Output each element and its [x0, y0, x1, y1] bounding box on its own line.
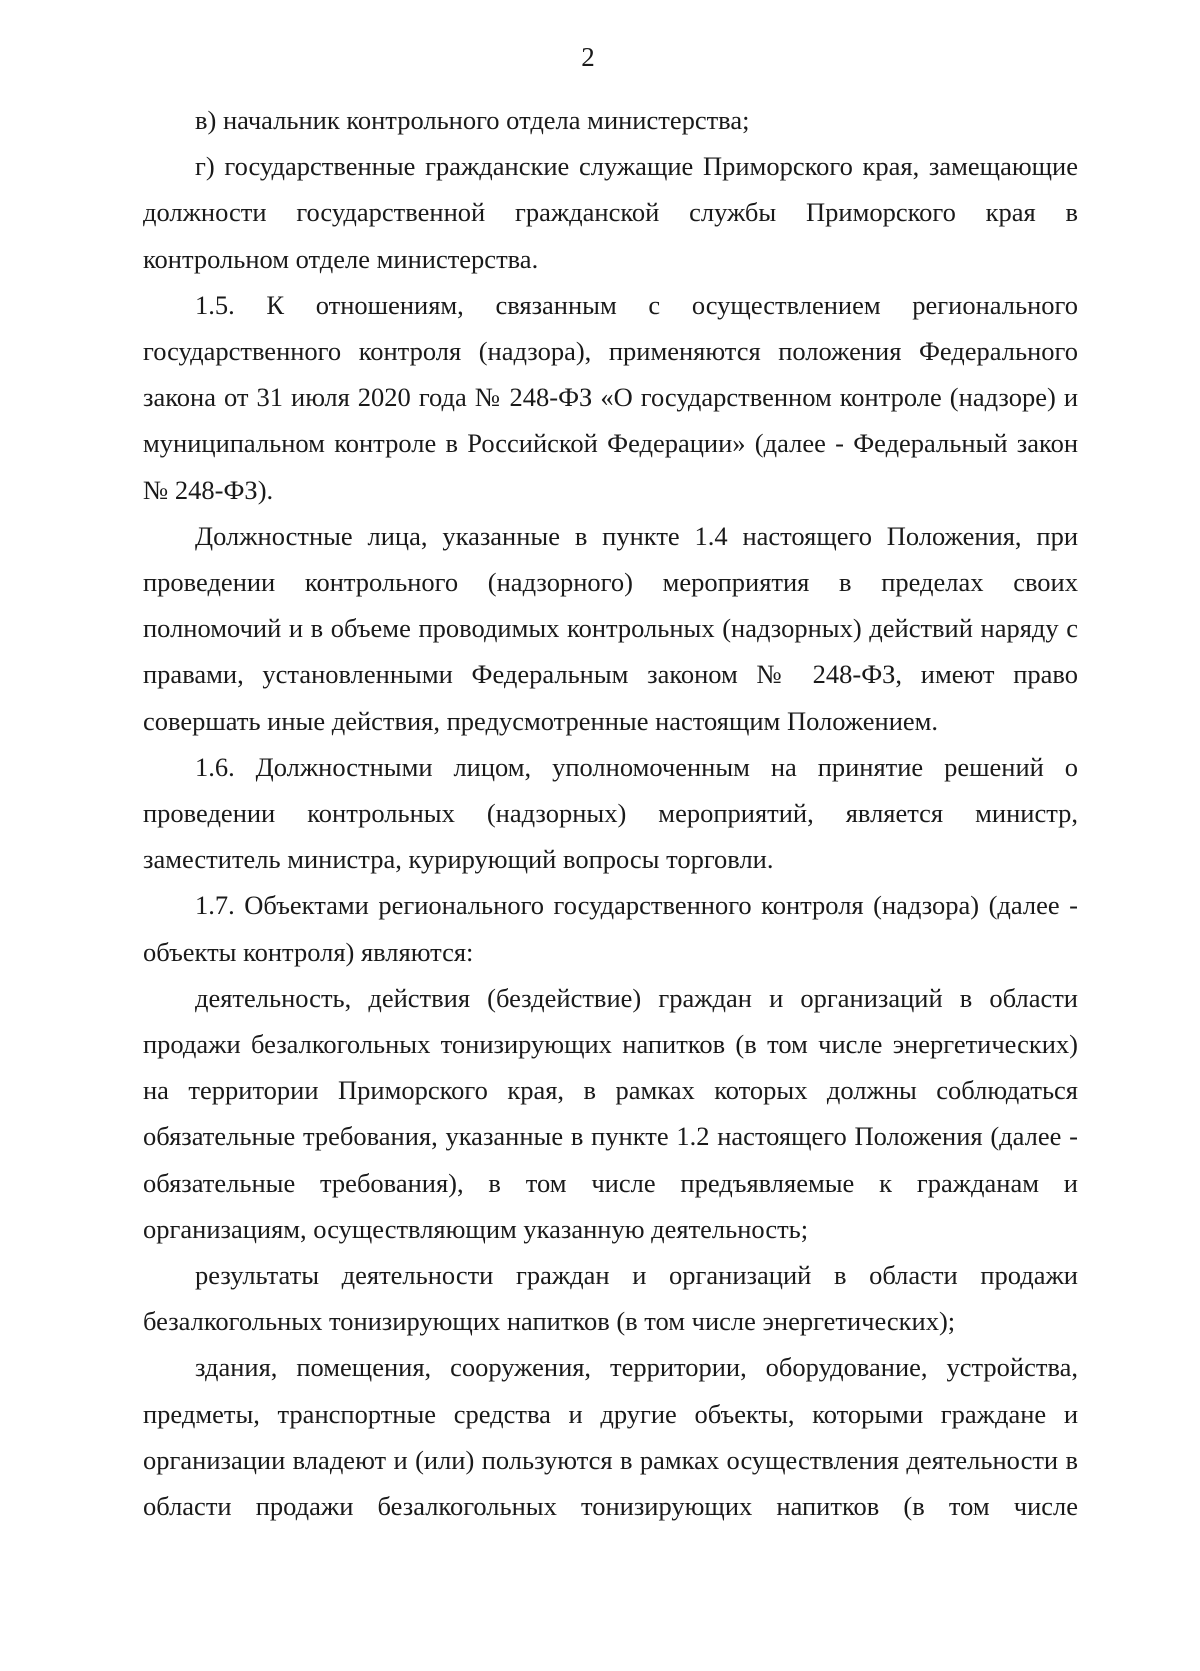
page-number: 2 [581, 42, 595, 72]
paragraph-officials-rights: Должностные лица, указанные в пункте 1.4 настоящего Положения, при проведении контрольного (надзорного) мероприятия в пределах своих полномочий и в объеме проводимых контрольных (надзорных) действий наряду с правами, установленными Федеральным законом № 248-ФЗ, имеют право совершать иные действия, предусмотренные настоящим Положением. [143, 520, 1078, 736]
paragraph-item-v: в) начальник контрольного отдела министерства; [195, 105, 750, 135]
paragraph-item-g: г) государственные гражданские служащие Приморского края, замещающие должности государственной гражданской службы Приморского края в контрольном отделе министерства. [143, 151, 1078, 274]
paragraph-buildings: здания, помещения, сооружения, территории, оборудование, устройства, предметы, транспортные средства и другие объекты, которыми граждане и организации владеют и (или) пользуются в рамках осуществления деятельности в области продажи безалкогольных тонизирующих напитков (в том числе [143, 1352, 1078, 1522]
paragraph-results: результаты деятельности граждан и организаций в области продажи безалкогольных тонизирующих напитков (в том числе энергетических); [143, 1260, 1078, 1337]
paragraph-activity: деятельность, действия (бездействие) граждан и организаций в области продажи безалкогольных тонизирующих напитков (в том числе энергетических) на территории Приморского края, в рамках которых должны соблюдаться обязательные требования, указанные в пункте 1.2 настоящего Положения (далее - обязательные требования), в том числе предъявляемые к гражданам и организациям, осуществляющим указанную деятельность; [143, 982, 1078, 1244]
paragraph-1-7: 1.7. Объектами регионального государственного контроля (надзора) (далее - объекты контроля) являются: [143, 890, 1078, 967]
document-body [143, 97, 1078, 1529]
paragraph-1-5: 1.5. К отношениям, связанным с осуществлением регионального государственного контроля (надзора), применяются положения Федерального закона от 31 июля 2020 года № 248-ФЗ «О государственном контроле (надзоре) и муниципальном контроле в Российской Федерации» (далее - Федеральный закон № 248-ФЗ). [143, 289, 1078, 505]
paragraph-1-6: 1.6. Должностными лицом, уполномоченным на принятие решений о проведении контрольных (надзорных) мероприятий, является министр, заместитель министра, курирующий вопросы торговли. [143, 751, 1078, 875]
